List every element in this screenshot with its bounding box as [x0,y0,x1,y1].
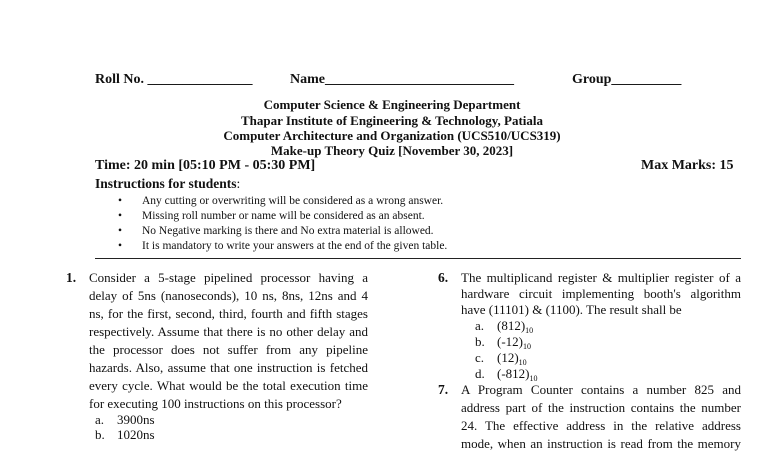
option-label: b. [475,334,485,349]
question-6-line: have (11101) & (1100). The result shall be [461,302,682,317]
option-base: 10 [525,326,534,335]
question-1-number: 1. [66,270,77,285]
time-info: Time: 20 min [05:10 PM - 05:30 PM] [95,158,316,173]
instruction-item [118,195,443,207]
question-7-line: 24. The effective address in the relative address [461,418,741,433]
question-6-line: hardware circuit implementing booth's algorithm [461,286,741,301]
option-label: a. [475,318,485,333]
question-6-number: 6. [438,270,449,285]
option-text: 1020ns [117,427,155,442]
group-field[interactable]: Group__________ [572,72,682,87]
option-value: (812) [497,318,526,333]
quiz-title: Make-up Theory Quiz [November 30, 2023] [270,143,514,158]
question-6-line: The multiplicand register & multiplier register of a [461,270,741,285]
instructions-colon: : [236,176,241,191]
question-1-line: respectively. Assume that there is no other delay and [89,324,368,339]
question-1-line: ns, for the first, second, third, fourth and fifth stages [89,306,368,321]
option-value: (-12) [497,334,523,349]
question-1-line: Consider a 5-stage pipelined processor having a [89,270,368,285]
question-7-line: mode, when an instruction is read from the memory [461,436,741,451]
instructions-heading-text: Instructions for students [95,176,237,191]
bullet-icon: • [118,195,123,207]
department-title: Computer Science & Engineering Department [263,97,521,112]
question-1-line: the processor does not suffer from any pipeline [89,342,368,357]
name-field[interactable]: Name___________________________ [290,72,514,87]
question-6-option-c [475,350,527,366]
option-text: 3900ns [117,412,155,427]
option-label: a. [95,412,105,427]
question-7-line: address part of the instruction contains the number [461,400,741,415]
question-1-line: hazards. Also, assume that one instruction is fetched [89,360,368,375]
instruction-text: It is mandatory to write your answers at the end of the given table. [142,240,448,252]
question-1-line: delay of 5ns (nanoseconds), 10 ns, 8ns, 12ns and 4 [89,288,368,303]
question-7-number: 7. [438,382,449,397]
instruction-text: No Negative marking is there and No extra material is allowed. [142,225,434,237]
question-6-option-b [475,334,531,350]
question-7-line: A Program Counter contains a number 825 and [461,382,741,397]
instruction-item [118,210,425,222]
institute-title: Thapar Institute of Engineering & Technology, Patiala [240,113,544,128]
instruction-text: Any cutting or overwriting will be considered as a wrong answer. [142,195,444,207]
question-1-option-a [95,412,155,428]
question-1-line: for executing 100 instructions on this processor? [89,396,342,411]
bullet-icon: • [118,210,123,222]
option-label: d. [475,366,485,381]
option-base: 10 [523,342,531,351]
question-6-option-d [475,366,538,382]
instruction-item [118,240,447,252]
option-base: 10 [529,374,538,383]
instruction-text: Missing roll number or name will be considered as an absent. [142,210,425,222]
course-title: Computer Architecture and Organization (UCS510/UCS319) [223,128,561,143]
bullet-icon: • [118,240,123,252]
horizontal-divider [95,258,741,259]
option-label: b. [95,427,105,442]
instruction-item [118,225,434,237]
bullet-icon: • [118,225,123,237]
option-base: 10 [518,358,527,367]
roll-number-field[interactable]: Roll No. _______________ [95,72,253,87]
instructions-heading [95,176,240,192]
option-value: (12) [497,350,519,365]
max-marks: Max Marks: 15 [641,158,734,173]
option-label: c. [475,350,485,365]
question-1-line: every cycle. What would be the total execution time [89,378,368,393]
option-value: (-812) [497,366,530,381]
question-6-option-a [475,318,533,334]
